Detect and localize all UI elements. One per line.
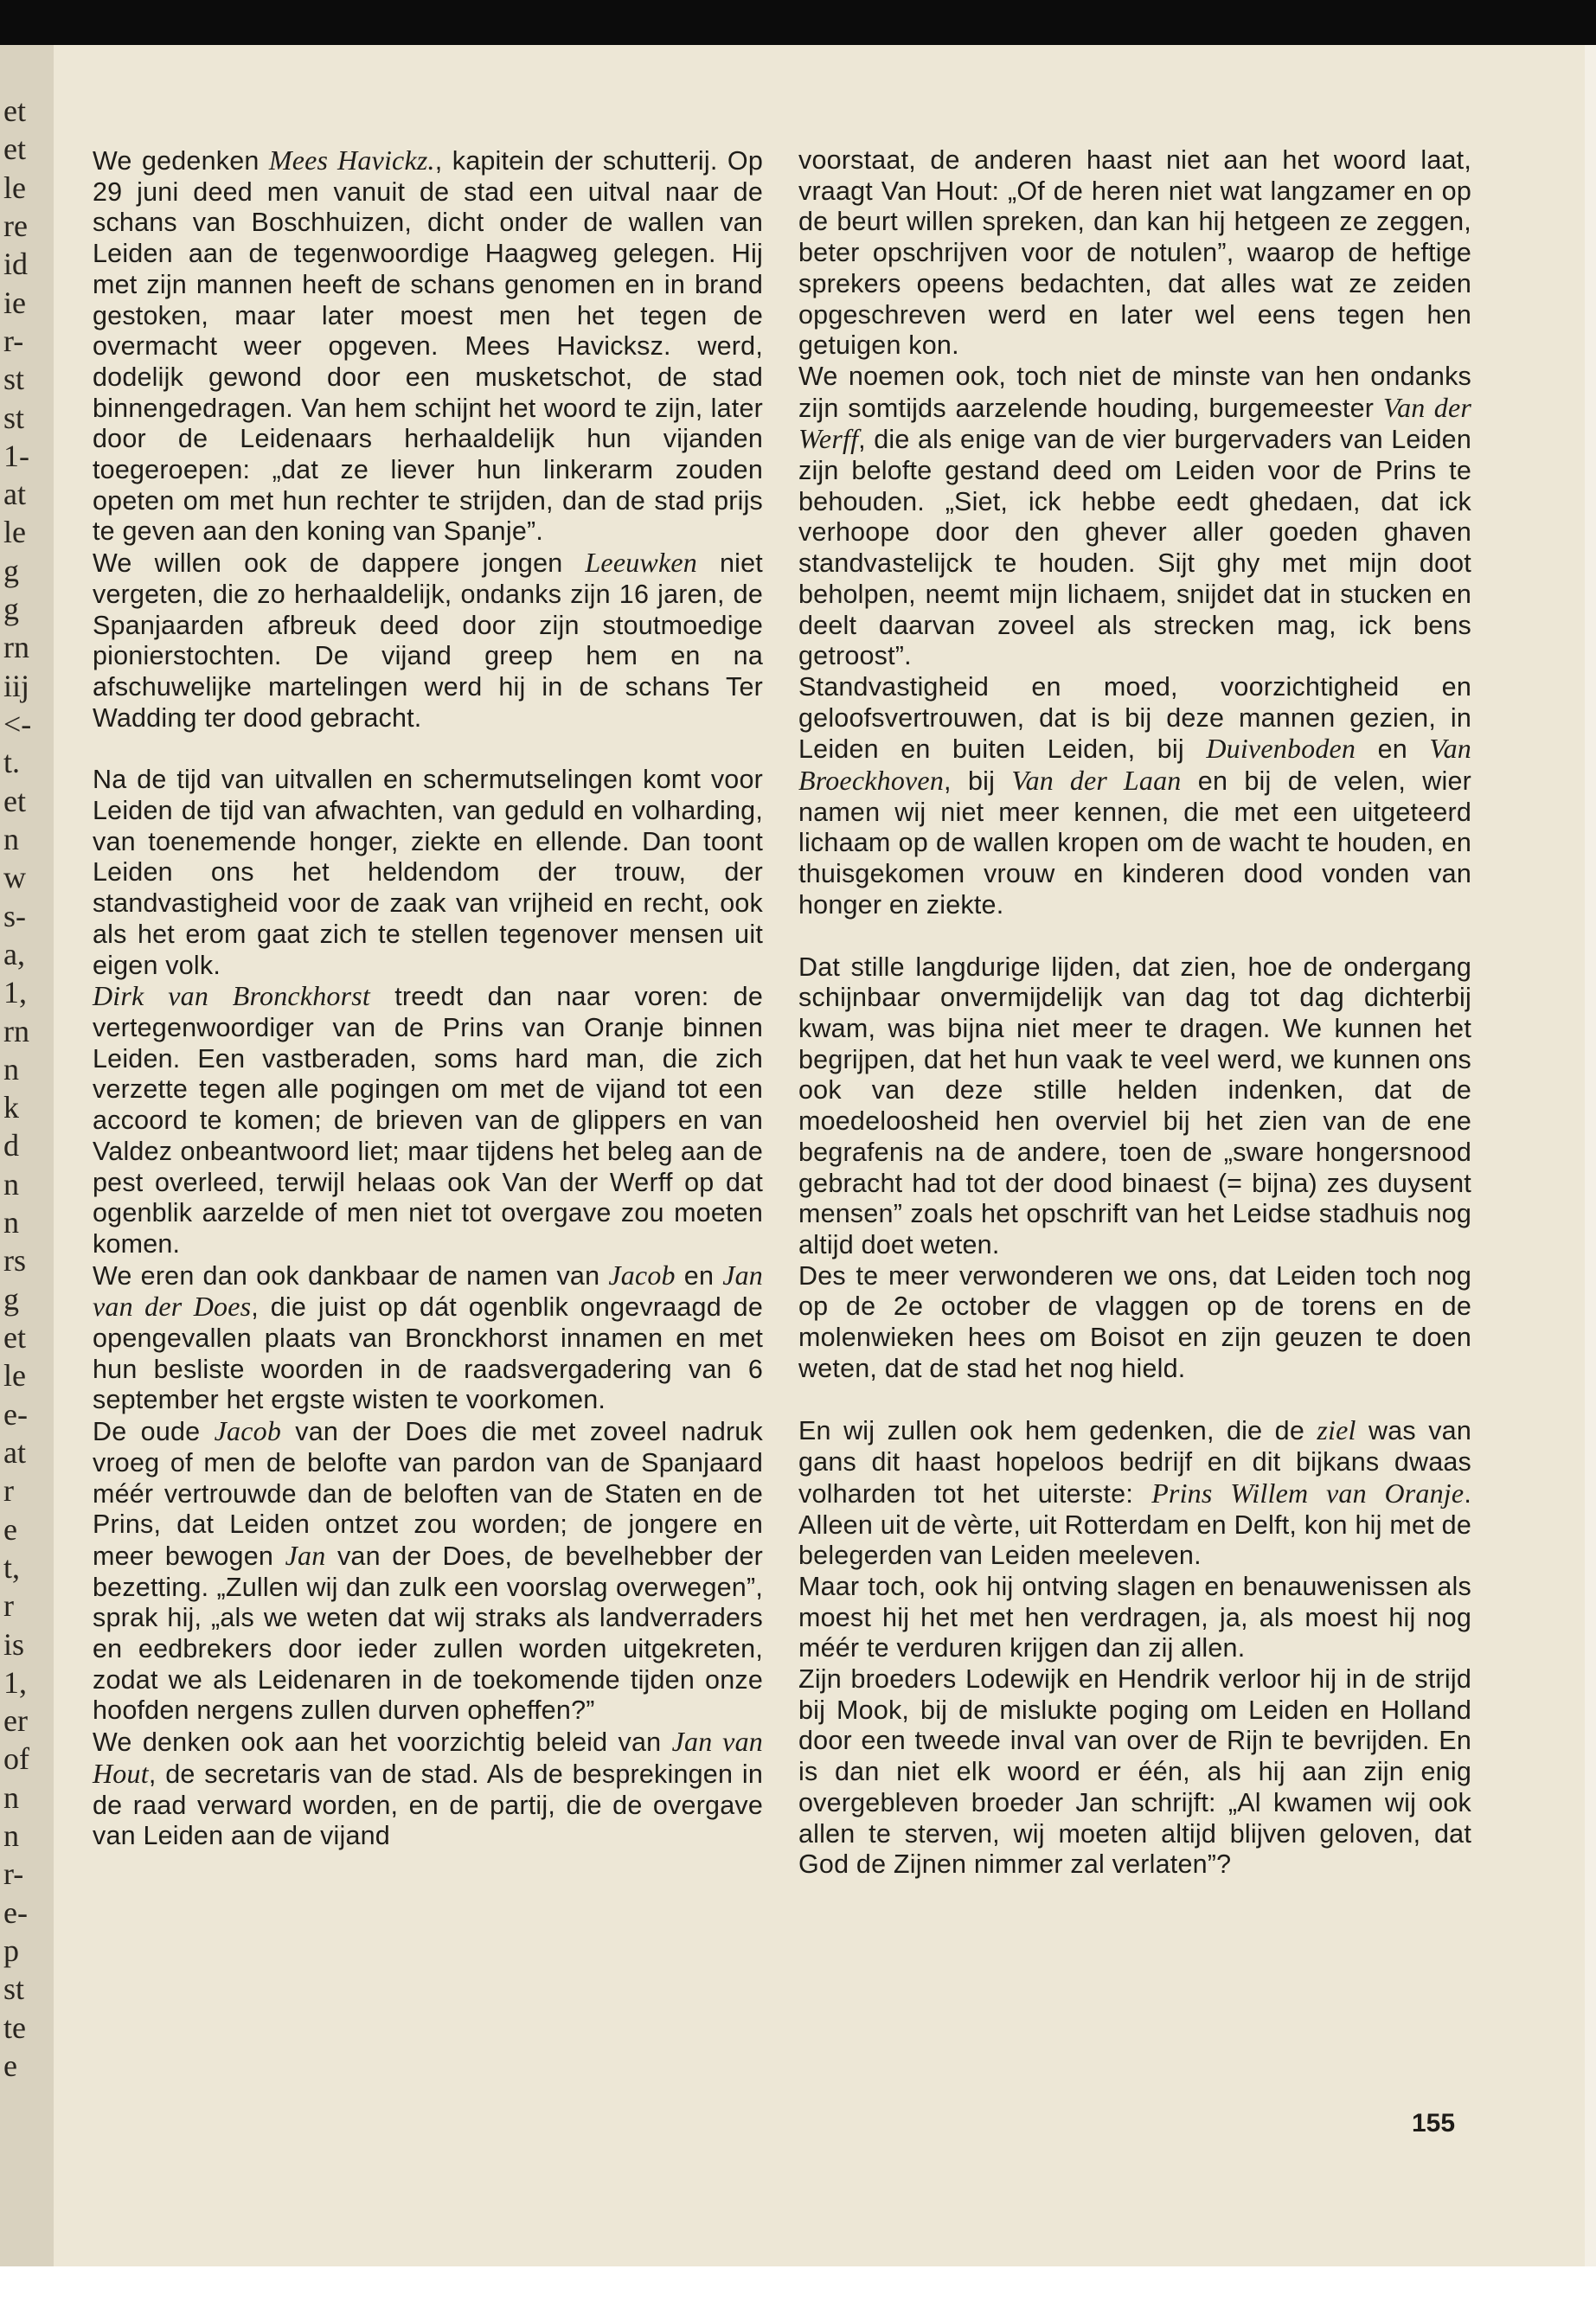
text-run: en [675, 1260, 723, 1291]
margin-fragment: e- [3, 1397, 28, 1432]
paragraph [798, 1664, 1471, 1881]
margin-fragment: at [3, 1435, 26, 1470]
margin-fragment: le [3, 515, 26, 549]
margin-fragment: r [3, 1473, 14, 1508]
italic-name: Prins Willem van Oranje [1151, 1477, 1465, 1509]
paragraph [93, 1416, 763, 1727]
text-run: , die juist op dát ogenblik ongevraagd de opengevallen plaats van Bronckhorst innamen en met hun besliste woorden in de raadsvergadering van 6 september het ergste wisten te voorkomen. [93, 1292, 763, 1415]
paragraph [798, 1415, 1471, 1572]
margin-fragment: re [3, 208, 28, 243]
paragraph [798, 362, 1471, 672]
facing-page-edge [0, 45, 56, 2266]
text-run: niet vergeten, die zo herhaaldelijk, ondanks zijn 16 jaren, de Spanjaarden afbreuk deed door zijn stoutmoedige pionierstochten. De vijand greep hem en na afschuwelijke martelingen werd hij in de schans Ter Wadding ter dood gebracht. [93, 548, 763, 733]
margin-fragment: et [3, 1320, 26, 1355]
margin-fragment: rn [3, 630, 29, 664]
italic-name: Van der Werff [798, 391, 1471, 455]
margin-fragment: n [3, 1818, 19, 1853]
text-run: was van gans dit haast hopeloos bedrijf en dit bijkans dwaas volharden tot het uiterste: [798, 1416, 1471, 1509]
margin-fragment: g [3, 592, 19, 626]
text-run: We eren dan ook dankbaar de namen van [93, 1260, 609, 1291]
italic-name: Van Broeckhoven [798, 733, 1471, 797]
margin-fragment: at [3, 477, 26, 511]
margin-fragment: 1- [3, 439, 29, 473]
margin-fragment: et [3, 784, 26, 818]
text-run: Na de tijd van uitvallen en schermutselingen komt voor Leiden de tijd van afwachten, van geduld en volharding, van toenemende honger, ziekte en ellende. Dan toont Leiden ons het heldendom der trouw, der standvastigheid voor de zaak van vrijheid en recht, ook als het erom gaat zich te stellen tegenover mensen uit eigen volk. [93, 765, 763, 980]
text-run: , kapitein der schutterij. Op 29 juni deed men vanuit de stad een uitval naar de schans van Boschhuizen, dicht onder de wallen van Leiden aan de tegenwoordige Haagweg gelegen. Hij met zijn mannen heeft de schans genomen en in brand gestoken, maar later moest men het tegen de overmacht weer opgeven. Mees Havicksz. werd, dodelijk gewond door een musketschot, de stad binnengedragen. Van hem schijnt het woord te zijn, later door de Leidenaars herhaaldelijk hun vijanden toegeroepen: „dat ze liever hun linkerarm zouden opeten om met hun rechter te strijden, dan de stad prijs te geven aan den koning van Spanje”. [93, 146, 763, 547]
margin-fragment: t. [3, 745, 21, 779]
margin-fragment: g [3, 1282, 19, 1317]
text-run: en bij de velen, wier namen wij niet meer kennen, die met een uitgeteerd lichaam op de wallen kropen om de wacht te houden, en thuisgekomen vrouw en kinderen dood vonden van honger en ziekte. [798, 766, 1472, 920]
italic-name: Leeuwken [585, 547, 697, 579]
italic-name: Mees Havickz. [268, 144, 435, 176]
margin-fragment: e [3, 2048, 17, 2083]
margin-fragment: id [3, 247, 29, 281]
margin-fragment: e- [3, 1895, 28, 1930]
margin-fragment: t, [3, 1550, 21, 1585]
text-run: Standvastigheid en moed, voorzichtigheid en geloofsvertrouwen, dat is bij deze mannen gezien, in Leiden en buiten Leiden, bij [798, 671, 1471, 765]
text-run: van der Does die met zoveel nadruk vroeg of men de belofte van pardon van de Spanjaard méér vertrouwde dan de beloften van de Staten en de Prins, dat Leiden ontzet zou worden; de jongere en meer bewogen [93, 1417, 763, 1571]
margin-fragment: er [3, 1703, 28, 1738]
text-run: , die als enige van de vier burgervaders van Leiden zijn belofte gestand deed om Leiden voor de Prins te behouden. „Siet, ick hebbe eedt ghedaen, dat ick verhoope door den ghever aller goeden ghaven standvastelijck te houden. Sijt ghy met mijn doot beholpen, neemt mijn lichaem, snijdet dat in stucken en deelt daarvan zoveel als strecken mag, ick bens getroost”. [798, 425, 1471, 671]
margin-fragment: of [3, 1741, 29, 1776]
paragraph [798, 672, 1471, 921]
margin-fragment: g [3, 554, 19, 588]
page-number: 155 [1412, 2109, 1456, 2138]
text-run: , bij [944, 766, 1012, 797]
left-text-column [93, 145, 763, 1852]
margin-fragment: te [3, 2010, 26, 2045]
italic-name: Jacob [214, 1415, 282, 1447]
text-run: En wij zullen ook hem gedenken, die de [798, 1416, 1317, 1446]
margin-fragment: is [3, 1627, 25, 1662]
italic-name: Jan [285, 1539, 326, 1571]
italic-name: ziel [1317, 1414, 1356, 1446]
italic-name: Jacob [608, 1259, 676, 1291]
margin-fragment: s- [3, 899, 26, 933]
margin-fragment: w [3, 860, 26, 894]
text-run: , de secretaris van de stad. Als de besprekingen in de raad verward worden, en de partij, die de overgave van Leiden aan de vijand [93, 1759, 763, 1851]
text-run: We noemen ook, toch niet de minste van hen ondanks zijn somtijds aarzelende houding, burgemeester [798, 361, 1471, 423]
margin-fragment: st [3, 401, 25, 435]
text-run: De oude [93, 1417, 215, 1447]
text-run: van der Does, de bevelhebber der bezetting. „Zullen wij dan zulk een voorslag overwegen”, sprak hij, „als we weten dat wij straks als landverraders en eedbrekers door ieder zullen worden uitgekreten, zodat we als Leidenaren in de toekomende tijden onze hoofden nergens zullen durven opheffen?” [93, 1541, 763, 1726]
margin-fragment: k [3, 1090, 19, 1125]
margin-fragment: st [3, 1971, 25, 2006]
margin-fragment: rs [3, 1243, 26, 1278]
page-right-margin [1585, 45, 1596, 2266]
text-run: voorstaat, de anderen haast niet aan het woord laat, vraagt Van Hout: „Of de heren niet wat langzamer en op de beurt willen spreken, dan kan hij hetgeen ze zeggen, beter opschrijven voor de notulen”, waarop de heftige sprekers opeens bedachten, dat alles wat ze zeiden opgeschreven werd en later wel eens tegen hen getuigen kon. [798, 145, 1471, 361]
text-run: Des te meer verwonderen we ons, dat Leiden toch nog op de 2e october de vlaggen op de torens en de molenwieken hees om Boisot en zijn geuzen te doen weten, dat de stad het nog hield. [798, 1260, 1471, 1383]
text-run: Dat stille langdurige lijden, dat zien, hoe de ondergang schijnbaar onvermijdelijk van dag tot dag dichterbij kwam, was bijna niet meer te dragen. We kunnen het begrijpen, dat het hun vaak te veel werd, we kunnen ons ook van deze stille helden indenken, dat de moedeloosheid hen overviel bij het zien van de ene begrafenis na de andere, toen de „sware hongersnood gebracht had tot der dood binaest (= bijna) zes duysent mensen” zoals het opschrift van het Leidse stadhuis nog altijd doet weten. [798, 952, 1471, 1259]
italic-name: Jan van Hout [93, 1726, 763, 1789]
margin-fragment: n [3, 1167, 19, 1202]
scan-top-border [0, 0, 1596, 45]
margin-fragment: et [3, 93, 26, 128]
margin-fragment: le [3, 1358, 26, 1393]
paragraph-gap [93, 734, 763, 765]
margin-fragment: n [3, 1205, 19, 1240]
text-run: Zijn broeders Lodewijk en Hendrik verloor hij in de strijd bij Mook, bij de mislukte poging om Leiden en Holland door een tweede inval van over de Rijn te bevrijden. En is dan niet elk woord er één, als hij aan zijn enig overgebleven broeder Jan schrijft: „Al kwamen wij ook allen te sterven, wij moeten altijd blijven geloven, dat God de Zijnen nimmer zal verlaten”? [798, 1664, 1471, 1880]
paragraph [93, 1260, 763, 1417]
paragraph [798, 1572, 1471, 1664]
paragraph [93, 1727, 763, 1852]
margin-fragment: a, [3, 937, 25, 971]
margin-fragment: et [3, 131, 26, 166]
italic-name: Duivenboden [1206, 733, 1356, 765]
margin-fragment: d [3, 1128, 19, 1163]
paragraph-gap [798, 1384, 1471, 1415]
italic-name: Jan van der Does [93, 1259, 763, 1323]
margin-fragment: <- [3, 707, 32, 741]
text-run: We gedenken [93, 146, 269, 176]
paragraph [93, 981, 763, 1259]
margin-fragment: n [3, 1052, 19, 1086]
paragraph-gap [798, 921, 1471, 952]
margin-fragment: 1, [3, 1665, 27, 1700]
right-text-column [798, 145, 1471, 1881]
paragraph [798, 145, 1471, 362]
paragraph [93, 548, 763, 734]
text-run: en [1356, 734, 1430, 765]
text-run: treedt dan naar voren: de vertegenwoordiger van de Prins van Oranje binnen Leiden. Een vastberaden, soms hard man, die zich verzette tegen alle pogingen om met de vijand tot een accoord te komen; de brieven van de glippers en van Valdez onbeantwoord liet; maar tijdens het beleg aan de pest overleed, terwijl helaas ook Van der Werff op dat ogenblik aarzelde of men niet tot overgave zou moeten komen. [93, 982, 763, 1259]
margin-fragment: st [3, 362, 25, 396]
italic-name: Dirk van Bronckhorst [93, 980, 370, 1012]
text-run: We denken ook aan het voorzichtig beleid van [93, 1727, 672, 1758]
margin-fragment: n [3, 1780, 19, 1815]
margin-fragment: n [3, 822, 19, 856]
text-run: Maar toch, ook hij ontving slagen en benauwenissen als moest hij het met hen verdragen, ja, als moest hij nog méér te verduren krijgen dan zij allen. [798, 1571, 1471, 1663]
italic-name: Van der Laan [1011, 765, 1182, 797]
margin-fragment: ie [3, 285, 26, 320]
margin-fragment: r [3, 1588, 14, 1623]
margin-fragment: iij [3, 669, 30, 703]
margin-fragment: r- [3, 324, 24, 358]
margin-fragment: p [3, 1933, 19, 1968]
margin-fragment: e [3, 1512, 17, 1547]
paragraph [798, 952, 1471, 1261]
margin-fragment: 1, [3, 975, 27, 1009]
scan-bottom-border [0, 2266, 1596, 2301]
text-run: We willen ook de dappere jongen [93, 548, 586, 579]
text-run: . Alleen uit de vèrte, uit Rotterdam en Delft, kon hij met de belegerden van Leiden meeleven. [798, 1478, 1471, 1571]
paragraph [798, 1261, 1471, 1385]
paragraph [93, 765, 763, 981]
margin-fragment: rn [3, 1014, 29, 1048]
paragraph [93, 145, 763, 548]
margin-fragment: r- [3, 1856, 24, 1891]
margin-fragment: le [3, 170, 26, 205]
